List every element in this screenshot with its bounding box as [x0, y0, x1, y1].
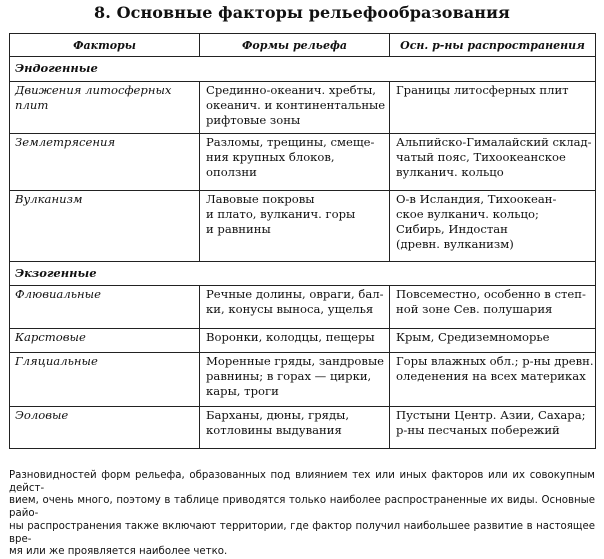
cell-line: Разломы, трещины, смеще- [206, 135, 375, 149]
cell-line: Гляциальные [15, 354, 98, 368]
cell-line: Эоловые [15, 408, 69, 422]
cell-line: ки, конусы выноса, ущелья [206, 302, 374, 316]
footnote-line: вием, очень много, поэтому в таблице приводятся только наиболее распространенные их виды. Основные райо- [9, 495, 595, 520]
cell-line: Барханы, дюны, гряды, [206, 408, 350, 422]
footnote-line: ны распространения также включают территории, где фактор получил наибольшее развитие в настоящее вре- [9, 520, 595, 545]
cell-line: О-в Исландия, Тихоокеан- [396, 192, 557, 206]
header-regions: Осн. р-ны распространения [390, 34, 596, 57]
cell-line: чатый пояс, Тихоокеанское [396, 150, 566, 164]
regions-cell [390, 191, 596, 262]
factor-cell [10, 407, 200, 449]
forms-cell [200, 407, 390, 449]
cell-line: Срединно-океанич. хребты, [206, 83, 376, 97]
cell-line: ной зоне Сев. полушария [396, 302, 553, 316]
table-row [10, 82, 596, 134]
factor-cell [10, 329, 200, 353]
section-row-exogenous [10, 262, 596, 286]
regions-cell [390, 353, 596, 407]
cell-line: и равнины [206, 222, 271, 236]
cell-line: ское вулканич. кольцо; [396, 207, 539, 221]
table-row [10, 329, 596, 353]
cell-line: кары, троги [206, 384, 279, 398]
table-row [10, 191, 596, 262]
regions-cell [390, 329, 596, 353]
forms-cell [200, 329, 390, 353]
cell-line: Флювиальные [15, 287, 101, 301]
footnote-line: мя или же проявляется наиболее четко. [9, 546, 228, 558]
regions-cell [390, 286, 596, 329]
regions-cell [390, 407, 596, 449]
cell-line: вулканич. кольцо [396, 165, 504, 179]
header-factors: Факторы [10, 34, 200, 57]
forms-cell [200, 353, 390, 407]
cell-line: рифтовые зоны [206, 113, 301, 127]
cell-line: Горы влажных обл.; р-ны древн. [396, 354, 594, 368]
section-row-endogenous [10, 57, 596, 82]
factor-cell [10, 134, 200, 191]
forms-cell [200, 191, 390, 262]
table-row [10, 407, 596, 449]
factor-cell [10, 82, 200, 134]
cell-line: океанич. и континентальные [206, 98, 386, 112]
cell-line: и плато, вулканич. горы [206, 207, 356, 221]
forms-cell [200, 134, 390, 191]
cell-line: Альпийско-Гималайский склад- [396, 135, 592, 149]
cell-line: Лавовые покровы [206, 192, 315, 206]
cell-line: Повсеместно, особенно в степ- [396, 287, 586, 301]
section-title: Эндогенные [10, 57, 596, 82]
cell-line: ния крупных блоков, оползни [206, 150, 335, 179]
cell-line: Моренные гряды, зандровые [206, 354, 385, 368]
header-forms: Формы рельефа [200, 34, 390, 57]
cell-line: Сибирь, Индостан [396, 222, 508, 236]
cell-line: котловины выдувания [206, 423, 342, 437]
cell-line: Движения литосферных [15, 83, 172, 97]
cell-line: (древн. вулканизм) [396, 237, 514, 251]
table-row [10, 286, 596, 329]
cell-line: Воронки, колодцы, пещеры [206, 330, 375, 344]
cell-line: оледенения на всех материках [396, 369, 586, 383]
table-row [10, 353, 596, 407]
regions-cell [390, 134, 596, 191]
table-row [10, 134, 596, 191]
factor-cell [10, 286, 200, 329]
regions-cell [390, 82, 596, 134]
cell-line: Крым, Средиземноморье [396, 330, 550, 344]
page-title: 8. Основные факторы рельефообразования [94, 3, 510, 22]
factor-cell [10, 191, 200, 262]
footnote-line: Разновидностей форм рельефа, образованных под влиянием тех или иных факторов или их совокупным дейст- [9, 470, 595, 494]
table-header-row [10, 34, 596, 57]
relief-factors-table [9, 33, 596, 449]
cell-line: р-ны песчаных побережий [396, 423, 560, 437]
section-title: Экзогенные [10, 262, 596, 286]
forms-cell [200, 82, 390, 134]
cell-line: Карстовые [15, 330, 86, 344]
cell-line: Землетрясения [15, 135, 116, 149]
forms-cell [200, 286, 390, 329]
cell-line: плит [15, 98, 49, 112]
cell-line: Пустыни Центр. Азии, Сахара; [396, 408, 586, 422]
cell-line: Вулканизм [15, 192, 83, 206]
factor-cell [10, 353, 200, 407]
cell-line: равнины; в горах — цирки, [206, 369, 372, 383]
cell-line: Границы литосферных плит [396, 83, 569, 97]
footnote [9, 470, 595, 559]
cell-line: Речные долины, овраги, бал- [206, 287, 384, 301]
